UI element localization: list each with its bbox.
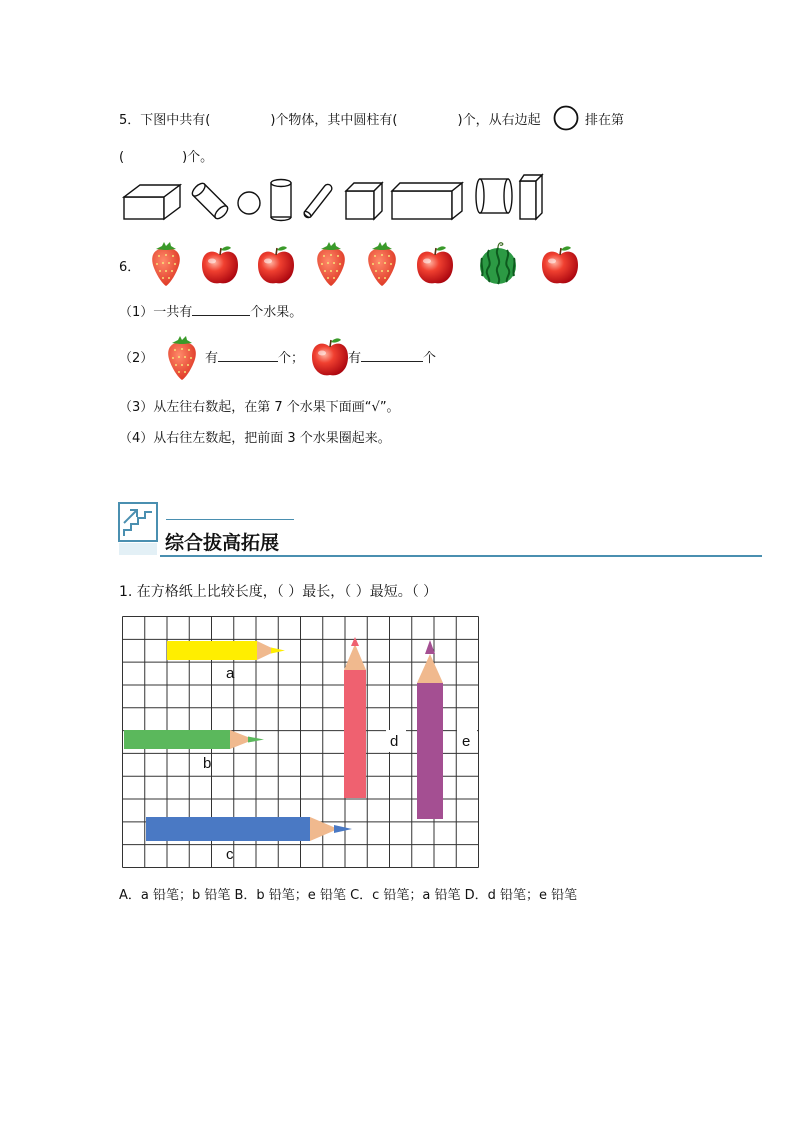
circle-shape-inline — [553, 105, 579, 131]
q5-text-f: )个。 — [182, 150, 214, 165]
q6-part4: （4）从右往左数起，把前面 3 个水果圈起来。 — [119, 431, 391, 446]
q6-p1-blank[interactable] — [192, 303, 250, 316]
q6-p2-e: 个 — [423, 351, 437, 366]
q6-p2-d: 有 — [348, 351, 362, 366]
pencil-e — [417, 640, 443, 819]
fruit-5-strawberry — [368, 242, 396, 286]
q5-text-a: 5．下图中共有( — [119, 113, 211, 128]
pencil-d-label: d — [390, 733, 399, 750]
cuboid-long-shape — [392, 183, 462, 219]
cuboid-flat-shape — [124, 185, 180, 219]
pencil-d — [344, 637, 366, 798]
q5-text-e: ( — [119, 150, 125, 165]
pencil-b — [124, 730, 264, 749]
q6-p2-c: 个； — [278, 351, 305, 366]
pencil-c-label: c — [226, 846, 234, 863]
stairs-arrow-icon — [119, 503, 159, 555]
apple-icon — [311, 333, 351, 379]
q5-text-c: )个，从右边起 — [457, 113, 541, 128]
fruit-2-apple — [202, 246, 238, 283]
fruit-6-apple — [417, 246, 453, 283]
cylinder-tilted-shape — [190, 181, 230, 221]
q6-p2-blank1[interactable] — [218, 349, 278, 362]
section-top-rule — [166, 519, 294, 520]
fruit-8-apple — [542, 246, 578, 283]
pencil-e-label: e — [462, 733, 471, 750]
q6-p2-b: 有 — [205, 351, 219, 366]
fruit-3-apple — [258, 246, 294, 283]
pencil-grid — [122, 616, 479, 868]
fruit-7-watermelon — [480, 243, 516, 284]
q5-text-d: 排在第 — [585, 113, 625, 128]
sphere-shape — [238, 192, 260, 214]
q5-shapes-row — [118, 175, 558, 225]
q5-text-b: )个物体，其中圆柱有( — [270, 113, 398, 128]
q6-part2-end — [348, 347, 436, 366]
q6-number: 6． — [119, 260, 141, 275]
q6-p2-blank2[interactable] — [361, 349, 423, 362]
pencil-c — [146, 817, 352, 841]
q6-p1-a: （1）一共有 — [119, 305, 193, 320]
q6-p2-a: （2） — [119, 351, 154, 366]
q6-part3: （3）从左往右数起，在第 7 个水果下面画“√”。 — [119, 400, 400, 415]
pencil-b-label: b — [203, 755, 212, 772]
q1-options: A．a 铅笔；b 铅笔 B．b 铅笔；e 铅笔 C．c 铅笔；a 铅笔 D．d 铅笔；e 铅笔 — [119, 888, 578, 903]
cylinder-horizontal-shape — [476, 179, 512, 213]
section-bottom-rule — [160, 555, 762, 557]
q6-part1 — [119, 301, 302, 320]
section-title: 综合拔高拓展 — [165, 532, 280, 554]
cuboid-tall-shape — [520, 175, 542, 219]
pencil-a — [167, 641, 285, 660]
fruit-1-strawberry — [152, 242, 180, 286]
cylinder-upright-shape — [271, 180, 291, 221]
q5-line1 — [119, 109, 541, 128]
fruit-row — [148, 240, 588, 290]
cylinder-thin-tilted-shape — [303, 183, 334, 219]
q5-line2 — [119, 146, 213, 165]
fruit-4-strawberry — [317, 242, 345, 286]
q1-question: 1. 在方格纸上比较长度，（ ）最长，（ ）最短。（ ） — [119, 584, 438, 600]
q6-p1-b: 个水果。 — [250, 305, 303, 320]
strawberry-icon — [164, 334, 200, 382]
cube-shape — [346, 183, 382, 219]
q6-part2-mid — [205, 347, 304, 366]
pencil-a-label: a — [226, 665, 235, 682]
